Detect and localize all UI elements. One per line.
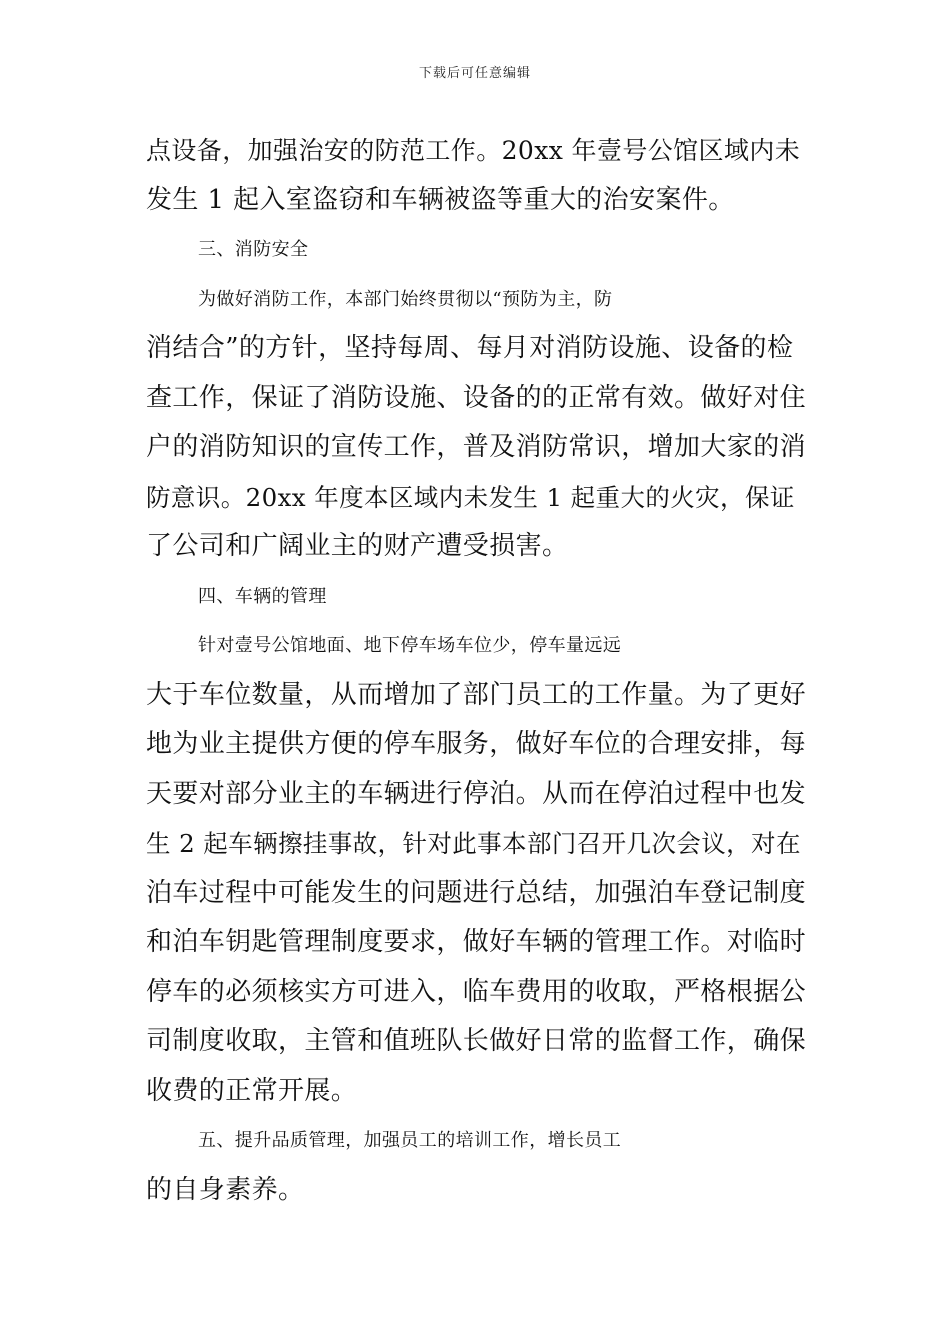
body-text (146, 126, 806, 1215)
text-line: 防意识。20xx 年度本区域内未发生 1 起重大的火灾，保证 (146, 482, 795, 512)
text-line: 五、提升品质管理，加强员工的培训工作，增长员工 (198, 1130, 622, 1151)
text-line: 泊车过程中可能发生的问题进行总结，加强泊车登记制度 (146, 877, 807, 908)
text-line: 了公司和广阔业主的财产遭受损害。 (146, 531, 569, 561)
text-line: 地为业主提供方便的停车服务，做好车位的合理安排，每 (146, 729, 807, 759)
text-line: 天要对部分业主的车辆进行停泊。从而在停泊过程中也发 (146, 778, 807, 809)
text-line: 查工作，保证了消防设施、设备的的正常有效。做好对住 (146, 382, 807, 413)
text-line: 点设备，加强治安的防范工作。20xx 年壹号公馆区域内未 (146, 136, 801, 165)
text-line: 收费的正常开展。 (146, 1075, 358, 1106)
text-line: 和泊车钥匙管理制度要求，做好车辆的管理工作。对临时 (146, 927, 807, 957)
page-header: 下载后可任意编辑 (418, 66, 531, 81)
text-line: 户的消防知识的宣传工作，普及消防常识，增加大家的消 (146, 432, 807, 462)
text-line: 四、车辆的管理 (198, 585, 327, 607)
text-line: 停车的必须核实方可进入，临车费用的收取，严格根据公 (146, 976, 807, 1007)
text-line: 大于车位数量，从而增加了部门员工的工作量。为了更好 (146, 679, 807, 710)
text-line: 消结合”的方针，坚持每周、每月对消防设施、设备的检 (146, 333, 794, 363)
text-line: 发生 1 起入室盗窃和车辆被盗等重大的治安案件。 (146, 184, 735, 215)
text-line: 司制度收取，主管和值班队长做好日常的监督工作，确保 (146, 1026, 807, 1056)
text-line: 的自身素养。 (146, 1174, 305, 1205)
text-line: 生 2 起车辆擦挂事故，针对此事本部门召开几次会议，对在 (146, 829, 801, 858)
text-line: 三、消防安全 (198, 239, 309, 260)
text-line: 针对壹号公馆地面、地下停车场车位少，停车量远远 (198, 635, 622, 656)
text-line: 为做好消防工作，本部门始终贯彻以“预防为主，防 (198, 288, 613, 310)
